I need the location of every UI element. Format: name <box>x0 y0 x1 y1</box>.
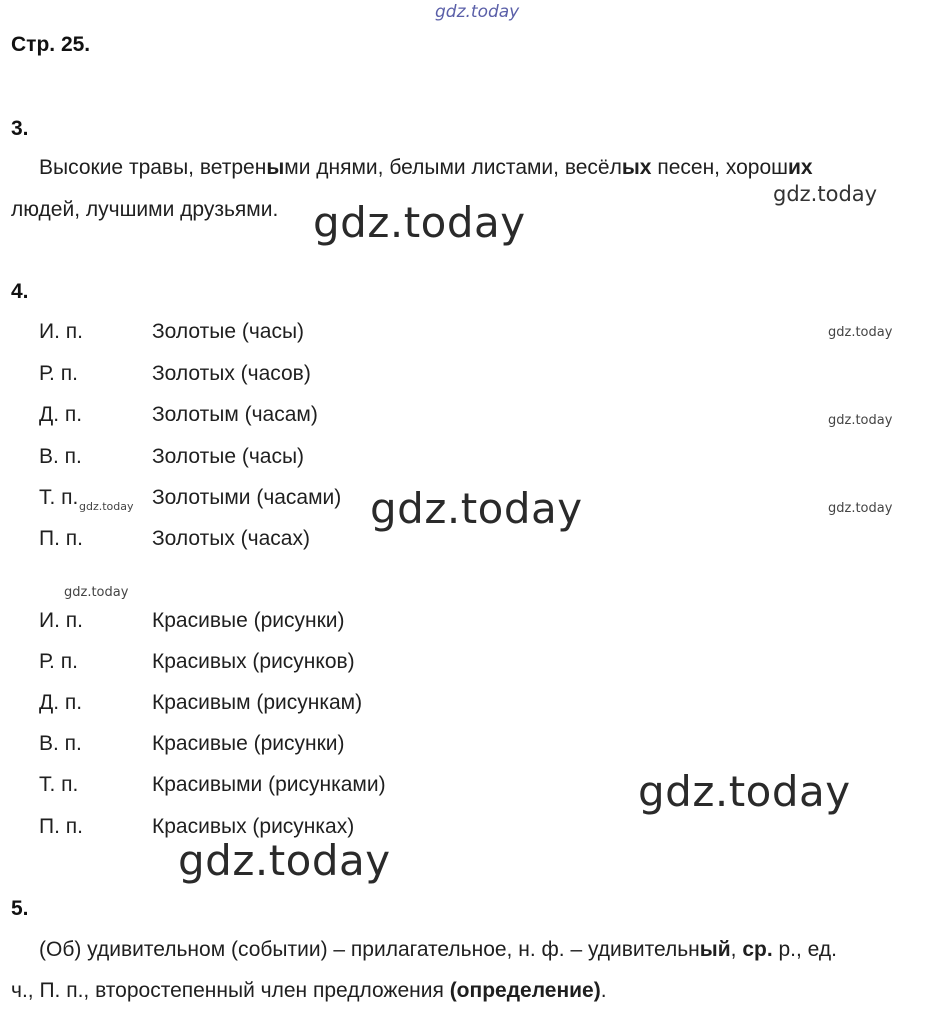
bold-ending: ый <box>699 938 731 961</box>
watermark-top: gdz.today <box>435 2 520 22</box>
task-3-line-1 <box>39 157 813 178</box>
text-fragment: (Об) удивительном (событии) – прилагательное, н. ф. – удивительн <box>39 938 700 961</box>
task-5-line-1 <box>39 939 837 960</box>
case-label: Р. п. <box>39 362 78 385</box>
watermark: gdz.today <box>828 501 893 516</box>
text-fragment: ч., П. п., второстепенный член предложения <box>11 979 450 1002</box>
task-3-number: 3. <box>11 117 29 140</box>
case-value: Красивых (рисунках) <box>152 815 355 838</box>
text-fragment: Высокие травы, ветрен <box>39 156 267 179</box>
case-value: Золотых (часах) <box>152 527 310 550</box>
watermark: gdz.today <box>178 836 391 885</box>
case-value: Золотыми (часами) <box>152 486 342 509</box>
bold-term: (определение) <box>449 979 601 1002</box>
watermark: gdz.today <box>79 500 134 513</box>
page-title: Стр. 25. <box>11 33 91 56</box>
task-3-line-2: людей, лучшими друзьями. <box>11 198 279 221</box>
case-label: И. п. <box>39 320 83 343</box>
case-label: Т. п. <box>39 486 79 509</box>
bold-term: ср. <box>742 938 773 961</box>
case-value: Красивыми (рисунками) <box>152 773 386 796</box>
case-value: Золотым (часам) <box>152 403 318 426</box>
case-value: Красивых (рисунков) <box>152 650 355 673</box>
case-value: Золотые (часы) <box>152 320 305 343</box>
task-5-number: 5. <box>11 897 29 920</box>
text-fragment: , <box>730 938 743 961</box>
watermark: gdz.today <box>828 325 893 340</box>
watermark: gdz.today <box>64 585 129 600</box>
case-value: Золотых (часов) <box>152 362 311 385</box>
case-label: П. п. <box>39 815 83 838</box>
watermark: gdz.today <box>828 413 893 428</box>
case-value: Красивым (рисункам) <box>152 691 363 714</box>
text-fragment: р., ед. <box>772 938 837 961</box>
watermark: gdz.today <box>370 484 583 533</box>
text-fragment: . <box>600 979 607 1002</box>
case-value: Золотые (часы) <box>152 445 305 468</box>
bold-ending: их <box>787 156 813 179</box>
case-label: В. п. <box>39 732 82 755</box>
bold-ending: ых <box>621 156 652 179</box>
task-5-line-2 <box>11 980 607 1001</box>
case-label: И. п. <box>39 609 83 632</box>
case-value: Красивые (рисунки) <box>152 609 345 632</box>
case-label: В. п. <box>39 445 82 468</box>
text-fragment: песен, хорош <box>651 156 788 179</box>
case-label: П. п. <box>39 527 83 550</box>
case-label: Р. п. <box>39 650 78 673</box>
watermark: gdz.today <box>773 182 878 206</box>
case-label: Д. п. <box>39 403 83 426</box>
case-label: Т. п. <box>39 773 79 796</box>
case-label: Д. п. <box>39 691 83 714</box>
bold-ending: ы <box>266 156 285 179</box>
text-fragment: ми днями, белыми листами, весёл <box>284 156 622 179</box>
task-4-number: 4. <box>11 280 29 303</box>
case-value: Красивые (рисунки) <box>152 732 345 755</box>
watermark: gdz.today <box>638 767 851 816</box>
watermark: gdz.today <box>313 198 526 247</box>
